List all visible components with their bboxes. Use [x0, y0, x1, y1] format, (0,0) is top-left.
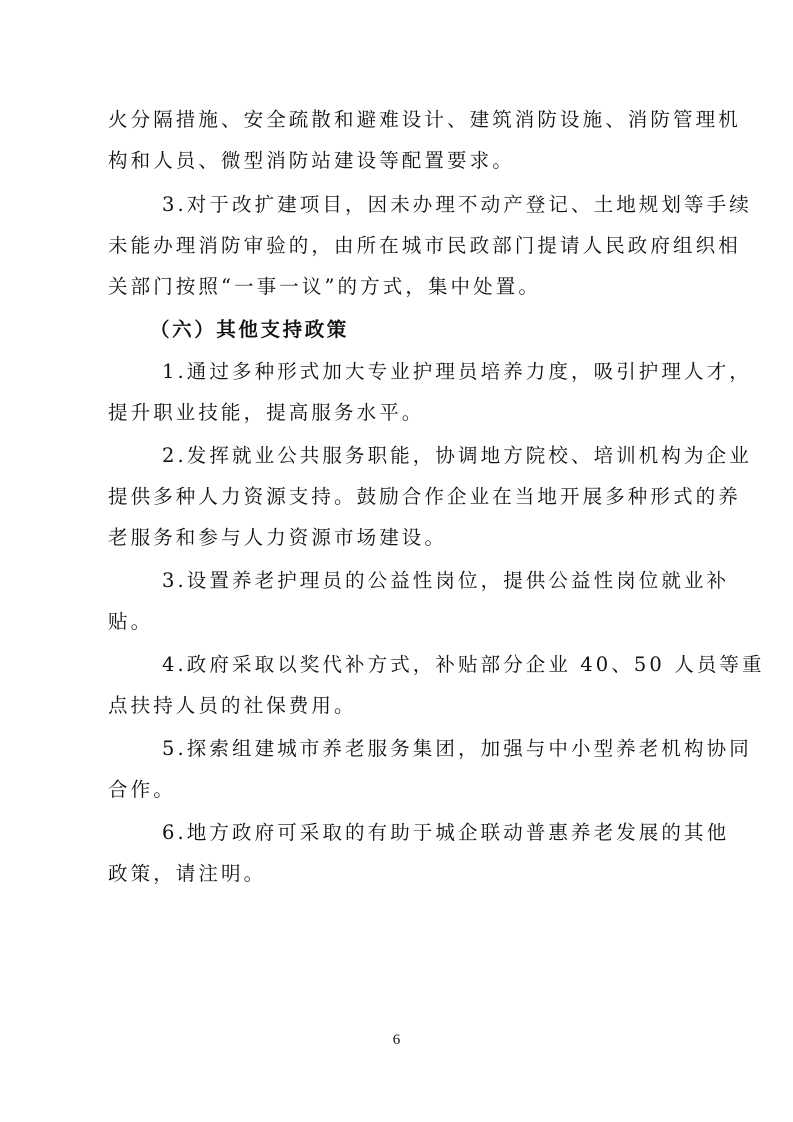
paragraph-line: 火分隔措施、安全疏散和避难设计、建筑消防设施、消防管理机	[108, 108, 741, 131]
paragraph-line: 点扶持人员的社保费用。	[108, 694, 357, 717]
page-number: 6	[392, 1032, 401, 1048]
paragraph-line: 4.政府采取以奖代补方式，补贴部分企业 40、50 人员等重	[162, 653, 765, 676]
paragraph-line: 3.对于改扩建项目，因未办理不动产登记、土地规划等手续	[162, 193, 752, 216]
paragraph-line: 6.地方政府可采取的有助于城企联动普惠养老发展的其他	[162, 821, 730, 844]
paragraph-line: 合作。	[108, 778, 176, 801]
paragraph-line: 未能办理消防审验的，由所在城市民政部门提请人民政府组织相	[108, 234, 741, 257]
paragraph-line: 老服务和参与人力资源市场建设。	[108, 526, 448, 549]
paragraph-line: 政策，请注明。	[108, 862, 267, 885]
paragraph-line: 提升职业技能，提高服务水平。	[108, 401, 425, 424]
paragraph-line: 贴。	[108, 610, 154, 633]
paragraph-line: 1.通过多种形式加大专业护理员培养力度，吸引护理人才，	[162, 360, 752, 383]
paragraph-line: 3.设置养老护理员的公益性岗位，提供公益性岗位就业补	[162, 569, 730, 592]
paragraph-line: 提供多种人力资源支持。鼓励合作企业在当地开展多种形式的养	[108, 485, 741, 508]
paragraph-line: 5.探索组建城市养老服务集团，加强与中小型养老机构协同	[162, 737, 752, 760]
paragraph-line: 关部门按照“一事一议”的方式，集中处置。	[108, 275, 541, 298]
section-heading: （六）其他支持政策	[150, 318, 349, 341]
paragraph-line: 2.发挥就业公共服务职能，协调地方院校、培训机构为企业	[162, 444, 752, 467]
paragraph-line: 构和人员、微型消防站建设等配置要求。	[108, 149, 515, 172]
